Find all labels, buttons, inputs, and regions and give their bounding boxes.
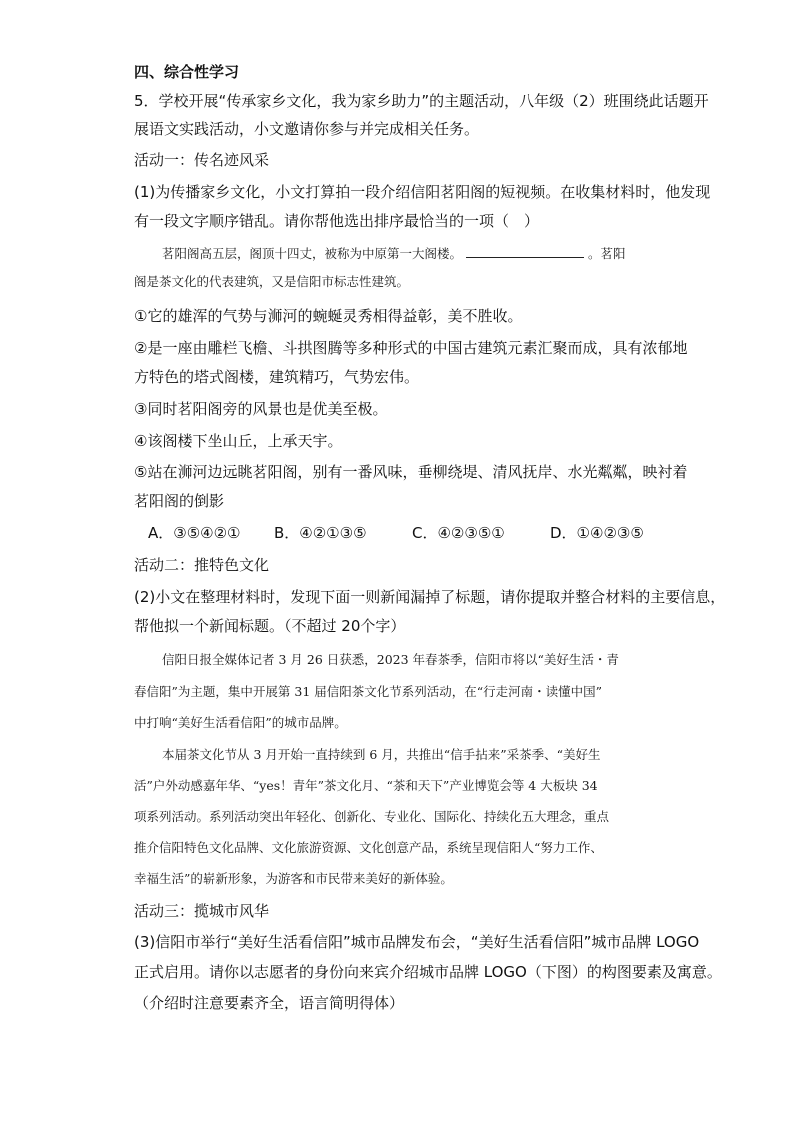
- passage-line-1: [162, 245, 626, 263]
- activity-2-prompt-line-2: 帮他拟一个新闻标题。（不超过 20个字）: [134, 617, 406, 635]
- news-paragraph-2-line-4: 推介信阳特色文化品牌、文化旅游资源、文化创意产品，系统呈现信阳人“努力工作、: [134, 840, 603, 855]
- news-paragraph-1-line-1: 信阳日报全媒体记者 3 月 26 日获悉，2023 年春茶季，信阳市将以“美好生活・青: [162, 652, 619, 667]
- option-a[interactable]: A．③⑤④②①: [148, 524, 241, 542]
- activity-3-prompt-line-1: (3)信阳市举行“美好生活看信阳”城市品牌发布会，“美好生活看信阳”城市品牌 LOGO: [134, 933, 700, 951]
- sentence-5-line-1: ⑤站在浉河边远眺茗阳阁，别有一番风味，垂柳绕堤、清风抚岸、水光粼粼，映衬着: [134, 463, 688, 481]
- sentence-2-line-2: 方特色的塔式阁楼，建筑精巧，气势宏伟。: [134, 368, 420, 386]
- sentence-4: ④该阁楼下坐山丘，上承天宇。: [134, 432, 343, 450]
- activity-3-prompt-line-2: 正式启用。请你以志愿者的身份向来宾介绍城市品牌 LOGO（下图）的构图要素及寓意。: [134, 963, 722, 981]
- activity-3-title: 活动三：揽城市风华: [134, 902, 270, 920]
- activity-1-prompt-line-1: (1)为传播家乡文化，小文打算拍一段介绍信阳茗阳阁的短视频。在收集材料时，他发现: [134, 183, 711, 201]
- passage-text-part-2: 。茗阳: [588, 246, 626, 261]
- news-paragraph-2-line-2: 活”户外动感嘉年华、“yes！青年”茶文化月、“茶和天下”产业博览会等 4 大板块 34: [134, 778, 598, 793]
- sentence-5-line-2: 茗阳阁的倒影: [134, 492, 225, 510]
- section-heading: 四、综合性学习: [134, 63, 240, 81]
- question-text-line-2: 展语文实践活动，小文邀请你参与并完成相关任务。: [134, 120, 480, 138]
- sentence-1: ①它的雄浑的气势与浉河的蜿蜒灵秀相得益彰，美不胜收。: [134, 307, 523, 325]
- news-paragraph-1-line-3: 中打响“美好生活看信阳”的城市品牌。: [134, 715, 347, 730]
- option-d[interactable]: D．①④②③⑤: [550, 524, 644, 542]
- sentence-3: ③同时茗阳阁旁的风景也是优美至极。: [134, 400, 388, 418]
- activity-1-title: 活动一：传名迹风采: [134, 151, 270, 169]
- option-b[interactable]: B．④②①③⑤: [274, 524, 367, 542]
- option-c[interactable]: C．④②③⑤①: [412, 524, 505, 542]
- activity-1-prompt-line-2: 有一段文字顺序错乱。请你帮他选出排序最恰当的一项（ ）: [134, 212, 540, 230]
- news-paragraph-2-line-3: 项系列活动。系列活动突出年轻化、创新化、专业化、国际化、持续化五大理念，重点: [134, 809, 610, 824]
- passage-text-part-1: 茗阳阁高五层，阁顶十四丈，被称为中原第一大阁楼。: [162, 246, 463, 261]
- activity-2-prompt-line-1: (2)小文在整理材料时，发现下面一则新闻漏掉了标题，请你提取并整合材料的主要信息，: [134, 588, 726, 606]
- question-text-line-1: 5．学校开展“传承家乡文化，我为家乡助力”的主题活动，八年级（2）班围绕此话题开: [134, 92, 709, 110]
- fill-in-blank[interactable]: [466, 245, 584, 258]
- sentence-2-line-1: ②是一座由雕栏飞檐、斗拱图腾等多种形式的中国古建筑元素汇聚而成，具有浓郁地: [134, 339, 688, 357]
- activity-3-prompt-line-3: （介绍时注意要素齐全，语言简明得体）: [134, 994, 405, 1012]
- news-paragraph-1-line-2: 春信阳”为主题，集中开展第 31 届信阳茶文化节系列活动，在“行走河南・读懂中国”: [134, 684, 603, 699]
- news-paragraph-2-line-5: 幸福生活”的崭新形象，为游客和市民带来美好的新体验。: [134, 871, 453, 886]
- passage-line-2: 阁是茶文化的代表建筑，又是信阳市标志性建筑。: [134, 274, 410, 289]
- news-paragraph-2-line-1: 本届茶文化节从 3 月开始一直持续到 6 月，共推出“信手拈来”采茶季、“美好生: [162, 747, 601, 762]
- answer-options: [148, 523, 644, 543]
- activity-2-title: 活动二：推特色文化: [134, 556, 270, 574]
